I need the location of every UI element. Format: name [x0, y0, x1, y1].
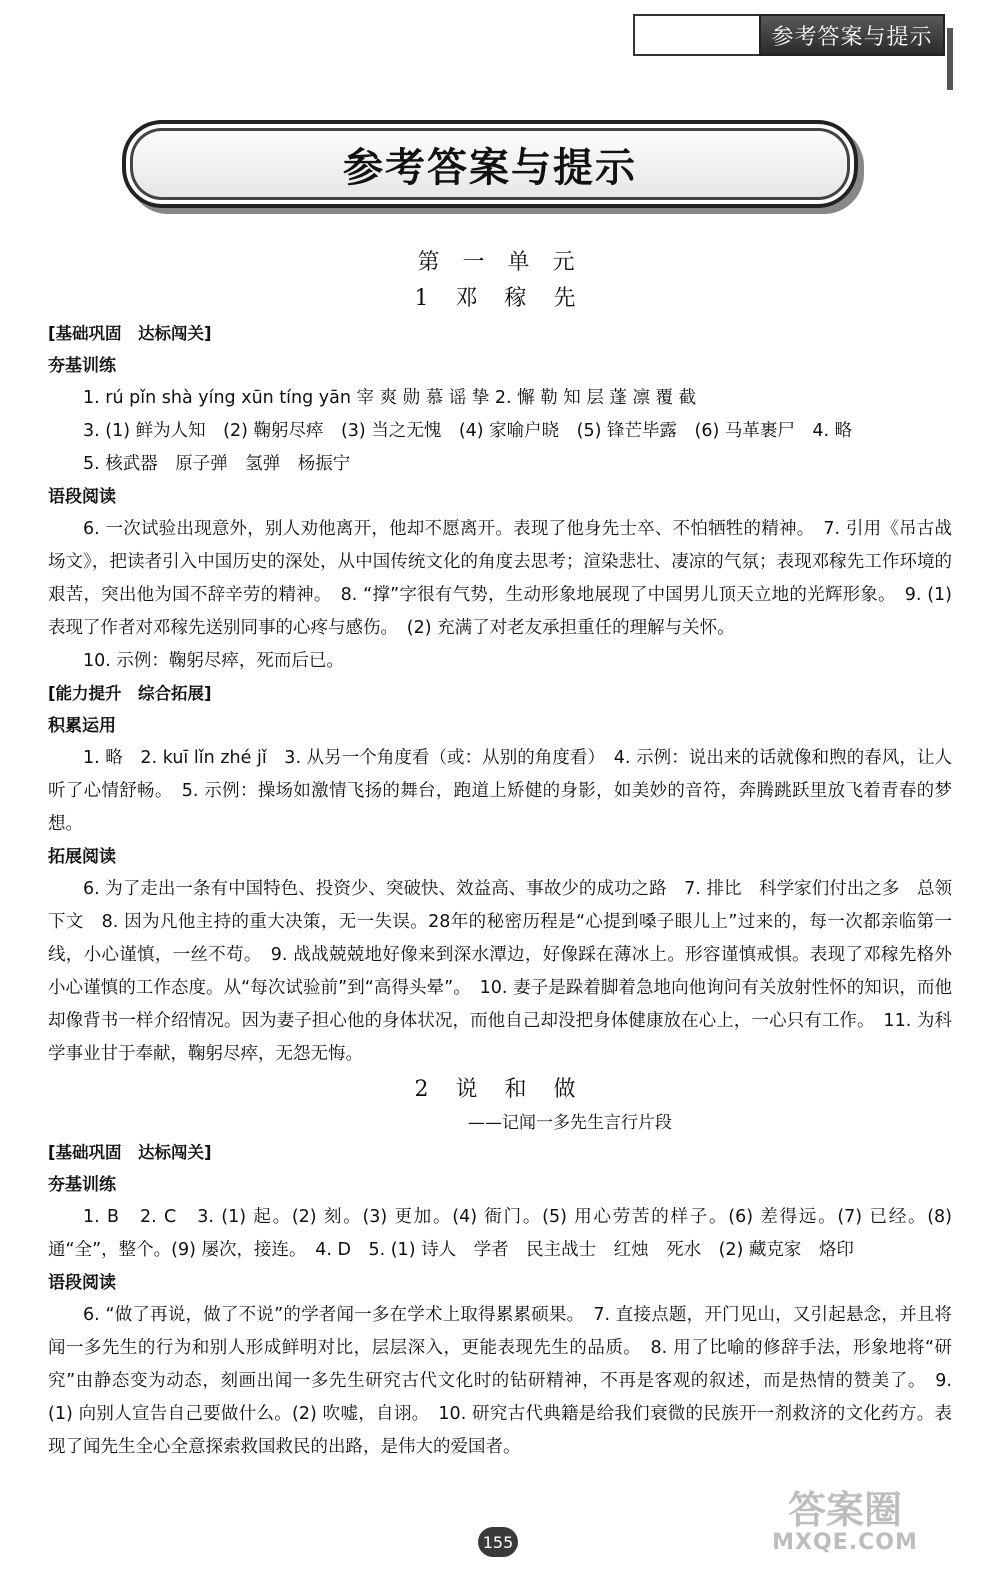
lesson2-section-basic: [基础巩固 达标闯关] [48, 1143, 212, 1162]
page-number: 155 [478, 1527, 518, 1557]
unit-title: 第 一 单 元 [417, 250, 583, 275]
lesson1-answer-6-9: 6. 一次试验出现意外，别人劝他离开，他却不愿离开。表现了他身先士卒、不怕牺牲的精神。 7. 引用《吊古战场文》，把读者引入中国历史的深处，从中国传统文化的角度去思考；渲染悲壮、凄凉的气氛；表现邓稼先工作环境的艰苦，突出他为国不辞辛劳的精神。 8. “撑”字很有气势，生动形象地展现了中国男儿顶天立地的光辉形象。 9. (1) 表现了作者对邓稼先送别同事的心疼与感伤。 (2) 充满了对老友承担重任的理解与关怀。 [48, 519, 952, 638]
lesson2-subtitle: ——记闻一多先生言行片段 [468, 1113, 672, 1133]
header-blank-box [633, 14, 759, 56]
lesson1-section-advanced: [能力提升 综合拓展] [48, 684, 212, 703]
page-title: 参考答案与提示 [343, 143, 637, 191]
title-banner [122, 120, 858, 208]
header-edge-mark [947, 28, 953, 90]
lesson1-advanced-answers: 1. 略 2. kuī lǐn zhé jǐ 3. 从另一个角度看（或：从别的角度看） 4. 示例：说出来的话就像和煦的春风，让人听了心情舒畅。 5. 示例：操场如激情飞扬的舞台，跑道上矫健的身影，如美妙的音符，奔腾跳跃里放飞着青春的梦想。 [48, 748, 952, 834]
lesson1-answer-10: 10. 示例：鞠躬尽瘁，死而后已。 [83, 651, 344, 671]
header-tab [633, 14, 945, 56]
lesson1-section-basic: [基础巩固 达标闯关] [48, 324, 212, 343]
watermark-text: 答案圈 [787, 1488, 902, 1532]
lesson1-sub-accumulation: 积累运用 [48, 716, 116, 736]
answer-content [48, 240, 952, 1464]
lesson1-answer-1: 1. rú pǐn shà yíng xūn tíng yān 宰 爽 勋 慕 谣 挚 2. 懈 勒 知 层 蓬 凛 覆 截 [83, 388, 697, 408]
lesson2-title: 2 说 和 做 [414, 1077, 586, 1102]
lesson2-sub-reading: 语段阅读 [48, 1273, 116, 1293]
lesson2-answer-1-5: 1. B 2. C 3. (1) 起。(2) 刻。(3) 更加。(4) 衙门。(5) 用心劳苦的样子。(6) 差得远。(7) 已经。(8) 通“全”，整个。(9) 屡次，接连。 4. D 5. (1) 诗人 学者 民主战士 红烛 死水 (2) 藏克家 烙印 [48, 1207, 952, 1260]
header-tab-label: 参考答案与提示 [759, 14, 945, 56]
lesson1-sub-extended-reading: 拓展阅读 [48, 847, 116, 867]
lesson1-sub-foundation: 夯基训练 [48, 356, 116, 376]
lesson1-answer-3: 3. (1) 鲜为人知 (2) 鞠躬尽瘁 (3) 当之无愧 (4) 家喻户晓 (5) 锋芒毕露 (6) 马革裹尸 4. 略 [83, 421, 853, 441]
lesson1-extended-answers: 6. 为了走出一条有中国特色、投资少、突破快、效益高、事故少的成功之路 7. 排比 科学家们付出之多 总领下文 8. 因为凡他主持的重大决策，无一失误。28年的秘密历程是“心提到嗓子眼儿上”过来的，每一次都亲临第一线，小心谨慎，一丝不苟。 9. 战战兢兢地好像来到深水潭边，好像踩在薄冰上。形容谨慎戒惧。表现了邓稼先格外小心谨慎的工作态度。从“每次试验前”到“高得头晕”。 10. 妻子是跺着脚着急地向他询问有关放射性怀的知识，而他却像背书一样介绍情况。因为妻子担心他的身体状况，而他自己却没把身体健康放在心上，一心只有工作。 11. 为科学事业甘于奉献，鞠躬尽瘁，无怨无悔。 [48, 879, 952, 1064]
lesson2-sub-foundation: 夯基训练 [48, 1175, 116, 1195]
lesson1-answer-5: 5. 核武器 原子弹 氢弹 杨振宁 [83, 454, 351, 474]
lesson1-sub-reading: 语段阅读 [48, 487, 116, 507]
lesson2-answer-6-10: 6. “做了再说，做了不说”的学者闻一多在学术上取得累累硕果。 7. 直接点题，开门见山，又引起悬念，并且将闻一多先生的行为和别人形成鲜明对比，层层深入，更能表现先生的品质。 8. 用了比喻的修辞手法，形象地将“研究”由静态变为动态，刻画出闻一多先生研究古代文化时的钻研精神，不再是客观的叙述，而是热情的赞美了。 9. (1) 向别人宣告自己要做什么。(2) 吹嘘，自诩。 10. 研究古代典籍是给我们衰微的民族开一剂救济的文化药方。表现了闻先生全心全意探索救国救民的出路，是伟大的爱国者。 [48, 1305, 952, 1457]
watermark-url: MXQE.COM [772, 1530, 918, 1555]
lesson1-title: 1 邓 稼 先 [414, 286, 586, 311]
watermark-logo [740, 1490, 950, 1560]
